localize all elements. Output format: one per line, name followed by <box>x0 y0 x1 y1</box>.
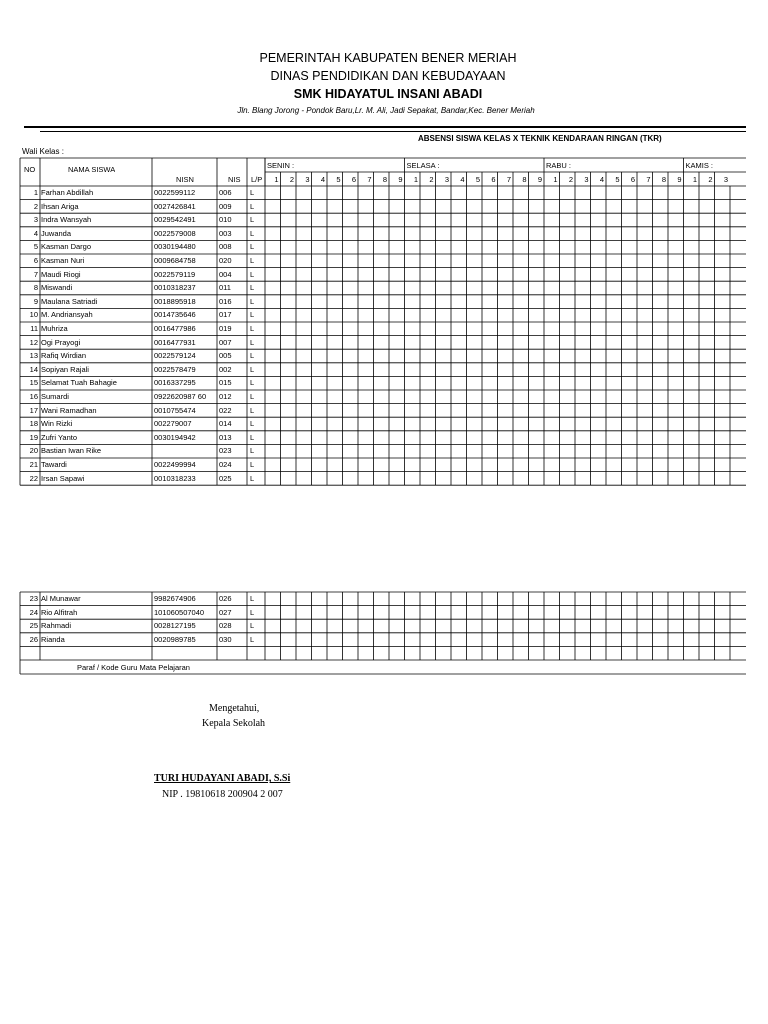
row-nisn: 0022579119 <box>154 269 196 279</box>
kepala-sekolah-label: Kepala Sekolah <box>202 718 266 729</box>
row-nisn: 0016477931 <box>154 337 196 347</box>
row-nisn: 002279007 <box>154 419 192 429</box>
row-nama: Wani Ramadhan <box>41 405 97 415</box>
row-nis: 003 <box>219 228 232 238</box>
row-nama: Rio Alfitrah <box>41 607 78 617</box>
mengetahui-label: Mengetahui, <box>209 703 260 714</box>
row-lp: L <box>250 405 255 415</box>
school-name: SMK HIDAYATUL INSANI ABADI <box>293 87 483 101</box>
row-nama: M. Andriansyah <box>41 310 93 320</box>
row-no: 1 <box>33 188 38 197</box>
row-no: 24 <box>29 607 38 617</box>
school-address: Jln. Blang Jorong - Pondok Baru,Lr. M. Ali, Jadi Sepakat, Bandar,Kec. Bener Meriah <box>237 106 535 115</box>
row-lp: L <box>250 473 255 483</box>
row-no: 26 <box>29 634 38 644</box>
row-no: 25 <box>29 621 38 631</box>
row-nama: Farhan Abdillah <box>41 188 94 197</box>
row-nis: 020 <box>219 256 232 265</box>
row-no: 8 <box>33 283 38 293</box>
principal-name: TURI HUDAYANI ABADI, S.Si <box>154 773 291 784</box>
row-nama: Bastian Iwan Rike <box>41 446 102 456</box>
row-nisn: 0030194942 <box>154 432 196 442</box>
row-nis: 013 <box>219 432 232 442</box>
row-nisn: 0029542491 <box>154 215 196 225</box>
wali-kelas-label: Wali Kelas : <box>22 147 64 156</box>
session-number: 9 <box>677 175 682 184</box>
row-nis: 027 <box>219 607 232 617</box>
row-lp: L <box>250 594 255 603</box>
row-nama: Zufri Yanto <box>41 432 77 442</box>
row-no: 17 <box>29 405 38 415</box>
session-number: 7 <box>506 175 511 184</box>
row-nama: Kasman Nuri <box>41 256 85 265</box>
session-number: 2 <box>568 175 573 184</box>
row-nama: Muhriza <box>41 324 68 333</box>
row-nisn: 0018895918 <box>154 296 196 306</box>
row-no: 23 <box>29 594 38 603</box>
row-no: 20 <box>29 446 38 456</box>
row-nama: Ihsan Ariga <box>41 201 79 211</box>
session-number: 6 <box>351 175 356 184</box>
row-nama: Irsan Sapawi <box>41 473 85 483</box>
row-nama: Al Munawar <box>41 594 81 603</box>
session-number: 6 <box>491 175 496 184</box>
row-nisn: 0010318233 <box>154 473 196 483</box>
row-nisn: 0010755474 <box>154 405 196 415</box>
row-nisn: 0028127195 <box>154 621 196 631</box>
session-number: 4 <box>599 175 604 184</box>
row-nisn: 0022578479 <box>154 364 196 374</box>
row-nis: 009 <box>219 201 232 211</box>
row-no: 5 <box>33 242 38 252</box>
row-lp: L <box>250 378 255 388</box>
row-nisn: 0027426841 <box>154 201 196 211</box>
session-number: 7 <box>646 175 651 184</box>
row-nisn: 0922620987 60 <box>154 392 207 401</box>
header-line-1: PEMERINTAH KABUPATEN BENER MERIAH <box>259 51 517 65</box>
row-nisn: 0016337295 <box>154 378 196 388</box>
row-nis: 017 <box>219 310 232 320</box>
row-nisn: 0009684758 <box>154 256 196 265</box>
row-nis: 005 <box>219 351 232 361</box>
row-lp: L <box>250 607 255 617</box>
row-nama: Rahmadi <box>41 621 72 631</box>
row-lp: L <box>250 201 255 211</box>
row-nisn: 0016477986 <box>154 324 196 333</box>
row-lp: L <box>250 419 255 429</box>
row-nama: Ogi Prayogi <box>41 337 81 347</box>
row-no: 4 <box>33 228 38 238</box>
row-nis: 006 <box>219 188 232 197</box>
session-number: 5 <box>615 175 620 184</box>
paraf-label: Paraf / Kode Guru Mata Pelajaran <box>77 663 190 672</box>
row-nisn: 101060507040 <box>154 607 205 617</box>
row-nisn: 0022579124 <box>154 351 196 361</box>
day-header-2: SELASA : <box>406 161 440 170</box>
row-no: 7 <box>33 269 38 279</box>
row-nisn: 0022499994 <box>154 460 196 469</box>
row-lp: L <box>250 446 255 456</box>
row-nama: Tawardi <box>41 460 67 469</box>
day-header-3: RABU : <box>546 161 572 170</box>
row-lp: L <box>250 324 255 333</box>
session-number: 1 <box>553 175 558 184</box>
row-no: 2 <box>33 201 38 211</box>
session-number: 3 <box>444 175 449 184</box>
day-header-4: KAMIS : <box>685 161 714 170</box>
row-nis: 004 <box>219 269 232 279</box>
session-number: 1 <box>692 175 697 184</box>
row-nisn: 9982674906 <box>154 594 196 603</box>
principal-nip: NIP . 19810618 200904 2 007 <box>162 789 283 800</box>
row-no: 16 <box>29 392 38 401</box>
session-number: 2 <box>429 175 434 184</box>
row-nama: Rafiq Wirdian <box>41 351 87 361</box>
session-number: 6 <box>630 175 635 184</box>
row-nisn: 0022599112 <box>154 188 196 197</box>
row-nama: Selamat Tuah Bahagie <box>41 378 117 388</box>
session-number: 3 <box>584 175 589 184</box>
session-number: 8 <box>661 175 666 184</box>
row-lp: L <box>250 432 255 442</box>
attendance-title: ABSENSI SISWA KELAS X TEKNIK KENDARAAN RINGAN (TKR) <box>418 134 662 143</box>
row-nama: Sopiyan Rajali <box>41 364 89 374</box>
row-lp: L <box>250 460 255 469</box>
row-nis: 012 <box>219 392 232 401</box>
session-number: 8 <box>382 175 387 184</box>
row-nis: 010 <box>219 215 232 225</box>
row-nama: Maulana Satriadi <box>41 296 98 306</box>
col-header-nama: NAMA SISWA <box>68 165 116 174</box>
session-number: 9 <box>398 175 403 184</box>
row-nama: Juwanda <box>41 228 72 238</box>
row-lp: L <box>250 351 255 361</box>
row-nis: 015 <box>219 378 232 388</box>
session-number: 5 <box>475 175 480 184</box>
row-nama: Rianda <box>41 634 65 644</box>
session-number: 8 <box>522 175 527 184</box>
row-lp: L <box>250 228 255 238</box>
day-header-1: SENIN : <box>267 161 295 170</box>
session-number: 3 <box>723 175 728 184</box>
row-no: 11 <box>30 324 38 333</box>
row-nisn: 0030194480 <box>154 242 196 252</box>
row-nisn: 0022579008 <box>154 228 196 238</box>
row-nisn: 0020989785 <box>154 634 196 644</box>
row-nis: 008 <box>219 242 232 252</box>
row-nama: Sumardi <box>41 392 69 401</box>
session-number: 1 <box>413 175 418 184</box>
session-number: 9 <box>537 175 542 184</box>
col-header-nisn: NISN <box>176 175 194 184</box>
session-number: 2 <box>289 175 294 184</box>
row-no: 13 <box>29 351 38 361</box>
row-nama: Kasman Dargo <box>41 242 92 252</box>
row-no: 9 <box>33 296 38 306</box>
row-no: 14 <box>29 364 38 374</box>
col-header-lp: L/P <box>251 175 263 184</box>
row-lp: L <box>250 296 255 306</box>
row-nis: 028 <box>219 621 232 631</box>
row-nis: 011 <box>219 283 231 293</box>
row-nis: 007 <box>219 337 232 347</box>
row-nama: Win Rizki <box>41 419 73 429</box>
row-nis: 016 <box>219 296 232 306</box>
row-lp: L <box>250 621 255 631</box>
session-number: 3 <box>305 175 310 184</box>
row-lp: L <box>250 242 255 252</box>
row-no: 3 <box>33 215 38 225</box>
row-no: 21 <box>29 460 38 469</box>
row-nis: 019 <box>219 324 232 333</box>
row-nisn: 0014735646 <box>154 310 196 320</box>
col-header-no: NO <box>24 165 36 174</box>
row-nama: Miswandi <box>41 283 73 293</box>
row-nis: 026 <box>219 594 232 603</box>
row-lp: L <box>250 337 255 347</box>
row-lp: L <box>250 310 255 320</box>
col-header-nis: NIS <box>228 175 241 184</box>
row-lp: L <box>250 269 255 279</box>
header-line-2: DINAS PENDIDIKAN DAN KEBUDAYAAN <box>270 69 506 83</box>
row-nama: Maudi Riogi <box>41 269 81 279</box>
row-nis: 002 <box>219 364 232 374</box>
row-nis: 025 <box>219 473 232 483</box>
row-no: 12 <box>29 337 38 347</box>
session-number: 4 <box>320 175 325 184</box>
row-lp: L <box>250 364 255 374</box>
row-no: 15 <box>29 378 38 388</box>
row-lp: L <box>250 634 255 644</box>
row-no: 10 <box>29 310 38 320</box>
session-number: 1 <box>274 175 279 184</box>
row-nisn: 0010318237 <box>154 283 196 293</box>
session-number: 7 <box>367 175 372 184</box>
row-nama: Indra Wansyah <box>41 215 92 225</box>
row-lp: L <box>250 215 255 225</box>
row-nis: 023 <box>219 446 232 456</box>
row-lp: L <box>250 283 255 293</box>
session-number: 2 <box>708 175 713 184</box>
row-no: 18 <box>29 419 38 429</box>
row-no: 22 <box>29 473 38 483</box>
row-lp: L <box>250 392 255 401</box>
row-no: 6 <box>33 256 38 265</box>
row-lp: L <box>250 256 255 265</box>
row-nis: 014 <box>219 419 232 429</box>
session-number: 4 <box>460 175 465 184</box>
session-number: 5 <box>336 175 341 184</box>
row-lp: L <box>250 188 255 197</box>
row-no: 19 <box>29 432 38 442</box>
row-nis: 030 <box>219 634 232 644</box>
row-nis: 024 <box>219 460 232 469</box>
row-nis: 022 <box>219 405 232 415</box>
